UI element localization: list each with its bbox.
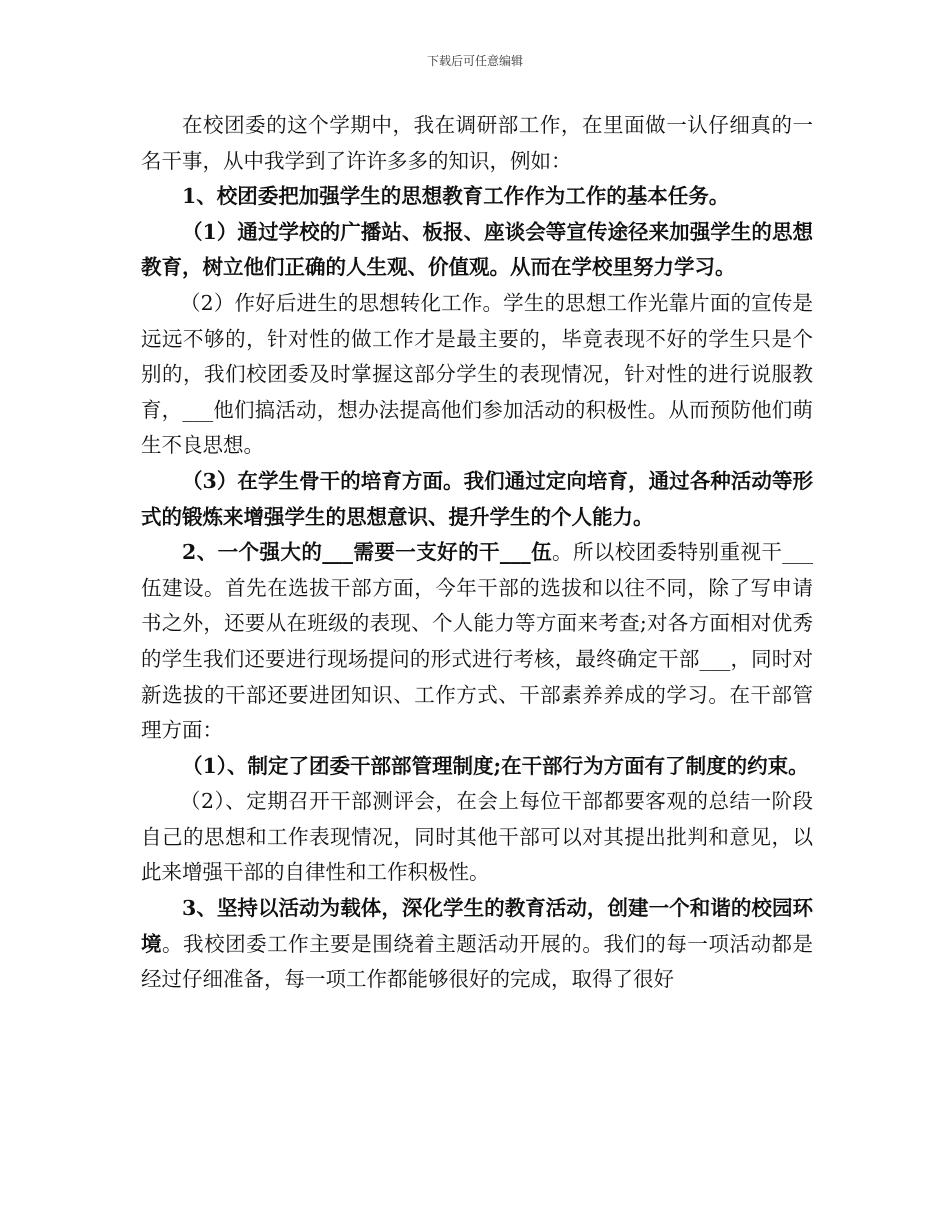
paragraph-intro: 在校团委的这个学期中，我在调研部工作，在里面做一认仔细真的一名干事，从中我学到了许许多多的知识，例如： (141, 113, 813, 173)
section-heading-2: 2、一个强大的___需要一支好的干___伍 (182, 540, 553, 565)
section-body-3: 。我校团委工作主要是围绕着主题活动开展的。我们的每一项活动都是经过仔细准备，每一项工作都能够很好的完成，取得了很好 (141, 931, 814, 992)
subsection-1-1: （1）通过学校的广播站、板报、座谈会等宣传途径来加强学生的思想教育，树立他们正确的人生观、价值观。从而在学校里努力学习。 (141, 219, 813, 280)
section-paragraph-2 (141, 535, 813, 749)
subsection-1-2: （2）作好后进生的思想转化工作。学生的思想工作光靠片面的宣传是远远不够的，针对性的做工作才是最主要的，毕竟表现不好的学生只是个别的，我们校团委及时掌握这部分学生的表现情况，针对性的进行说服教育，___他们搞活动，想办法提高他们参加活动的积极性。从而预防他们萌生不良思想。 (141, 290, 813, 458)
document-body (141, 108, 813, 998)
section-heading-3: 3、坚持以活动为载体，深化学生的教育活动，创建一个和谐的校园环境 (141, 896, 813, 956)
page-header: 下载后可任意编辑 (426, 54, 523, 68)
subsection-1-3: （3）在学生骨干的培育方面。我们通过定向培育，通过各种活动等形式的锻炼来增强学生的思想意识、提升学生的个人能力。 (141, 468, 813, 529)
section-body-2: 。所以校团委特别重视干___伍建设。首先在选拔干部方面，今年干部的选拔和以往不同，除了写申请书之外，还要从在班级的表现、个人能力等方面来考查;对各方面相对优秀的学生我们还要进行现场提问的形式进行考核，最终确定干部___，同时对新选拔的干部还要进团知识、工作方式、干部素养养成的学习。在干部管理方面： (141, 540, 814, 743)
section-paragraph-3 (141, 891, 813, 998)
section-heading-1: 1、校团委把加强学生的思想教育工作作为工作的基本任务。 (182, 184, 730, 209)
subsection-2-2: （2）、定期召开干部测评会，在会上每位干部都要客观的总结一阶段自己的思想和工作表现情况，同时其他干部可以对其提出批判和意见，以此来增强干部的自律性和工作积极性。 (141, 789, 813, 885)
subsection-2-1: （1）、制定了团委干部部管理制度;在干部行为方面有了制度的约束。 (182, 753, 809, 778)
